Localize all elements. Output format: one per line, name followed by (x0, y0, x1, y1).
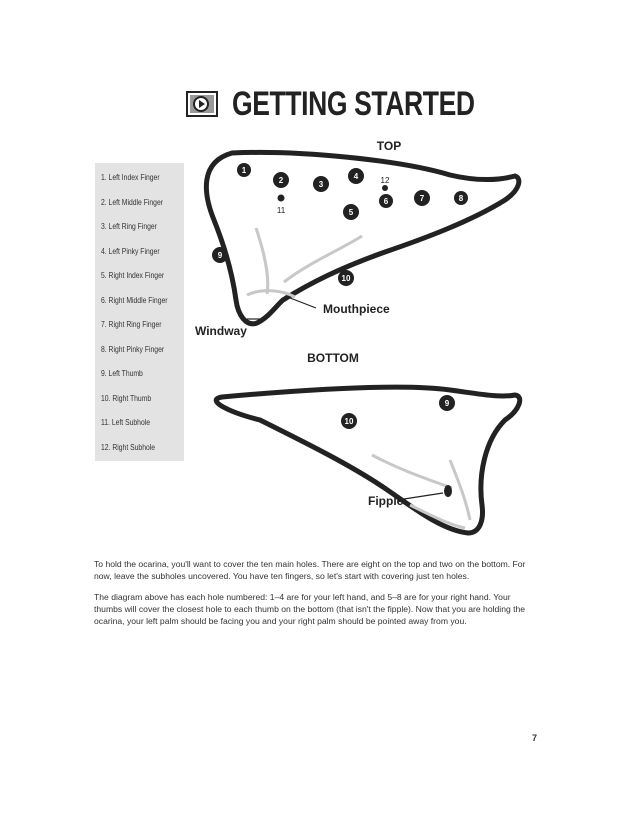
legend-item: 10. Right Thumb (101, 393, 152, 403)
subhole-12 (382, 185, 388, 191)
hole-10-bottom (341, 413, 357, 429)
hole-2 (273, 172, 289, 188)
windway-label: Windway (195, 324, 247, 338)
subhole-11-label: 11 (276, 206, 286, 215)
hole-9-top (212, 247, 228, 263)
svg-text:9: 9 (217, 251, 223, 260)
subhole-12-label: 12 (380, 176, 390, 185)
legend-item: 9. Left Thumb (101, 369, 143, 378)
fipple-label: Fipple (368, 494, 404, 508)
svg-text:10: 10 (341, 274, 351, 283)
svg-text:10: 10 (344, 417, 354, 426)
hole-1 (237, 163, 251, 177)
hole-4 (348, 168, 364, 184)
svg-text:4: 4 (353, 172, 359, 181)
svg-text:2: 2 (278, 176, 284, 185)
subhole-11 (278, 195, 285, 202)
hole-9-bottom (439, 395, 455, 411)
svg-text:7: 7 (419, 194, 425, 203)
bottom-heading: BOTTOM (307, 351, 359, 365)
legend-item: 5. Right Index Finger (101, 271, 165, 280)
svg-text:3: 3 (318, 180, 324, 189)
legend-item: 8. Right Pinky Finger (101, 344, 165, 354)
hole-5 (343, 204, 359, 220)
legend-item: 7. Right Ring Finger (101, 320, 162, 329)
body-paragraph-2: The diagram above has each hole numbered: 1–4 are for your left hand, and 5–8 are for your right hand. Your thumbs will cover the closest hole to each thumb on the bottom (that isn't the fipple). Now that you are holding the ocarina, your left palm should be facing you and your right palm should be pointed away from you. (94, 592, 526, 626)
mouthpiece-pointer (285, 296, 316, 308)
legend-item: 12. Right Subhole (101, 442, 156, 452)
legend-item: 11. Left Subhole (101, 418, 151, 427)
legend-item: 2. Left Middle Finger (101, 197, 163, 207)
fipple-hole (444, 485, 452, 497)
svg-text:6: 6 (383, 197, 389, 206)
page-number: 7 (532, 733, 538, 743)
svg-text:1: 1 (241, 166, 247, 175)
svg-text:5: 5 (348, 208, 354, 217)
legend-item: 3. Left Ring Finger (101, 222, 157, 231)
hole-6 (379, 194, 393, 208)
legend-item: 1. Left Index Finger (101, 173, 160, 182)
fipple-pointer (404, 493, 443, 499)
hole-3 (313, 176, 329, 192)
hole-7 (414, 190, 430, 206)
ocarina-bottom-diagram (216, 387, 520, 533)
svg-text:8: 8 (458, 194, 464, 203)
legend-item: 4. Left Pinky Finger (101, 246, 160, 256)
top-heading: TOP (376, 139, 402, 153)
hole-8 (454, 191, 468, 205)
body-paragraph-1: To hold the ocarina, you'll want to cover the ten main holes. There are eight on the top and two on the bottom. For now, leave the subholes uncovered. You have ten fingers, so let's start with covering just ten holes. (94, 559, 526, 581)
legend-item: 6. Right Middle Finger (101, 295, 168, 305)
hole-10-top (338, 270, 354, 286)
mouthpiece-label: Mouthpiece (323, 302, 390, 316)
page-title: GETTING STARTED (232, 85, 475, 123)
svg-text:9: 9 (444, 399, 450, 408)
